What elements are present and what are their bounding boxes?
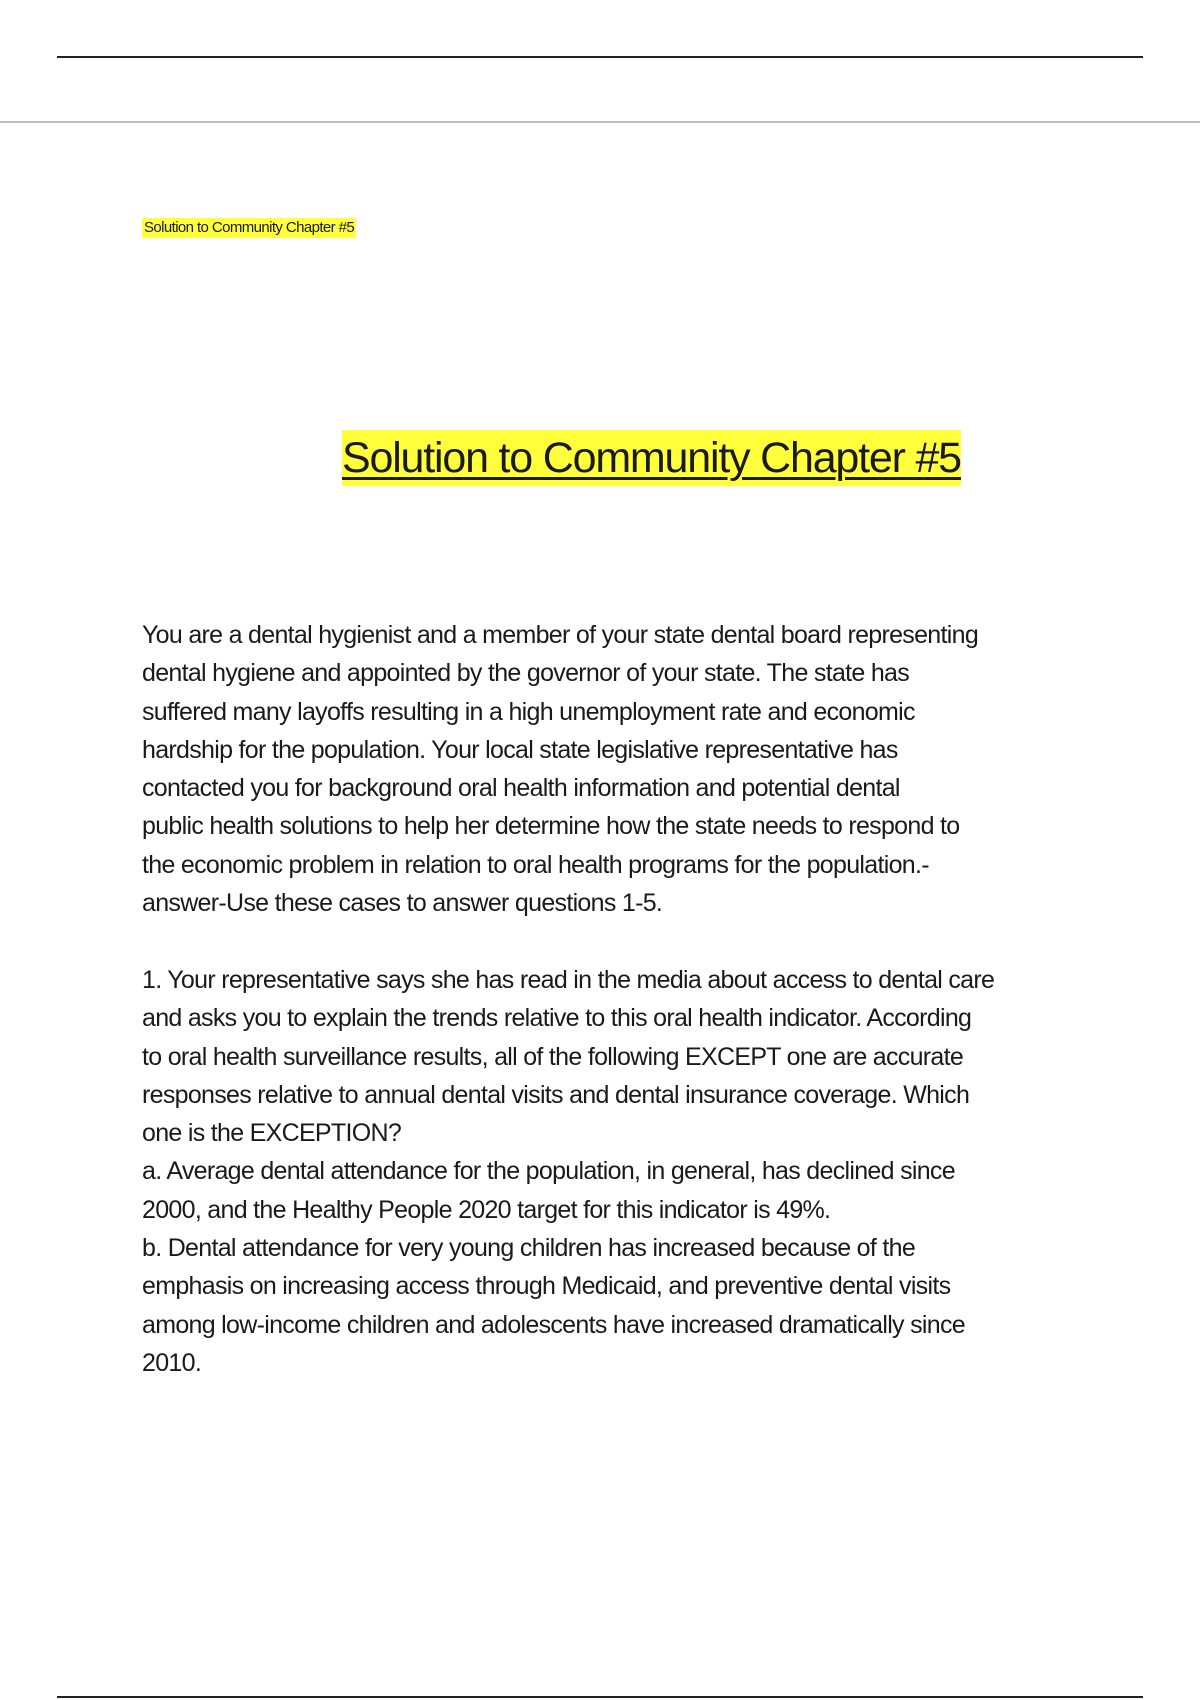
page-separator xyxy=(0,121,1200,123)
option-b-line: b. Dental attendance for very young children has increased because of the xyxy=(142,1234,916,1263)
question-1 xyxy=(142,961,1072,1382)
intro-line: contacted you for background oral health information and potential dental xyxy=(142,774,900,803)
option-a-line: 2000, and the Healthy People 2020 target for this indicator is 49%. xyxy=(142,1195,831,1224)
top-border-rule xyxy=(57,56,1143,58)
question-stem-line: responses relative to annual dental visits and dental insurance coverage. Which xyxy=(142,1080,970,1109)
option-b-line: among low-income children and adolescents have increased dramatically since xyxy=(142,1310,965,1339)
option-b-line: emphasis on increasing access through Medicaid, and preventive dental visits xyxy=(142,1272,951,1301)
option-a-line: a. Average dental attendance for the population, in general, has declined since xyxy=(142,1157,955,1186)
intro-line: dental hygiene and appointed by the governor of your state. The state has xyxy=(142,659,910,688)
question-stem-line: to oral health surveillance results, all of the following EXCEPT one are accurate xyxy=(142,1042,964,1071)
document-title: Solution to Community Chapter #5 xyxy=(342,430,961,486)
intro-line: answer-Use these cases to answer questions 1-5. xyxy=(142,889,663,918)
running-header-title: Solution to Community Chapter #5 xyxy=(144,219,355,236)
intro-line: suffered many layoffs resulting in a high unemployment rate and economic xyxy=(142,697,915,726)
intro-line: public health solutions to help her determine how the state needs to respond to xyxy=(142,812,960,841)
question-stem-line: and asks you to explain the trends relative to this oral health indicator. According xyxy=(142,1004,972,1033)
bottom-border-rule xyxy=(57,1696,1143,1698)
intro-line: You are a dental hygienist and a member of your state dental board representing xyxy=(142,621,979,649)
option-b-line: 2010. xyxy=(142,1348,202,1377)
intro-line: hardship for the population. Your local state legislative representative has xyxy=(142,735,898,764)
question-stem-line: one is the EXCEPTION? xyxy=(142,1119,402,1148)
intro-line: the economic problem in relation to oral health programs for the population.- xyxy=(142,850,929,879)
intro-paragraph xyxy=(142,616,1072,922)
question-stem-line: 1. Your representative says she has read in the media about access to dental care xyxy=(142,966,995,994)
